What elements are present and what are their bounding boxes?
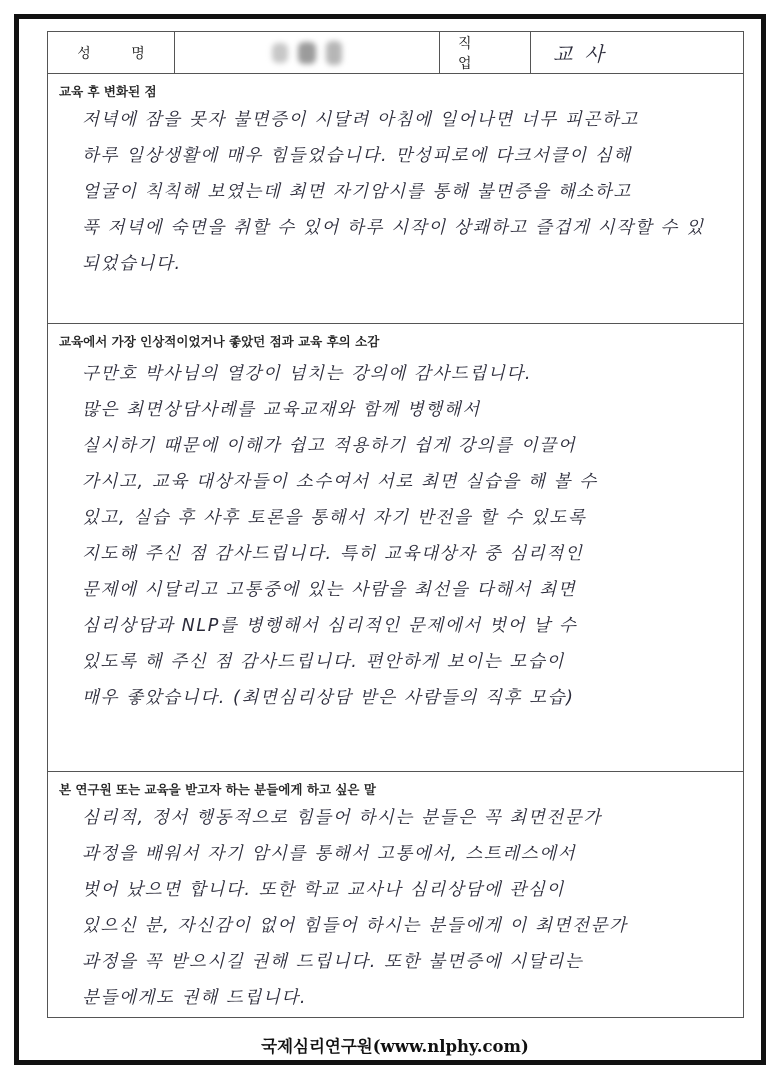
redacted-name-blur	[272, 41, 342, 65]
answer-line: 얼굴이 칙칙해 보였는데 최면 자기암시를 통해 불면증을 해소하고	[82, 182, 632, 202]
answer-line: 분들에게도 권해 드립니다.	[82, 988, 308, 1008]
answer-line: 문제에 시달리고 고통중에 있는 사람을 최선을 다해서 최면	[82, 580, 577, 600]
answer-line: 심리적, 정서 행동적으로 힘들어 하시는 분들은 꼭 최면전문가	[82, 808, 602, 828]
handwritten-answer	[48, 352, 743, 716]
section-title: 교육 후 변화된 점	[59, 84, 157, 99]
name-label: 성 명	[48, 32, 175, 73]
answer-line: 과정을 배워서 자기 암시를 통해서 고통에서, 스트레스에서	[82, 844, 577, 864]
section-changes-after-education	[48, 74, 743, 324]
answer-line: 저녁에 잠을 못자 불면증이 시달려 아침에 일어나면 너무 피곤하고	[82, 110, 639, 130]
answer-line: 벗어 났으면 합니다. 또한 학교 교사나 심리상담에 관심이	[82, 880, 565, 900]
section-message-to-others	[48, 772, 743, 1017]
answer-line: 과정을 꼭 받으시길 권해 드립니다. 또한 불면증에 시달리는	[82, 952, 584, 972]
job-value-cell	[531, 32, 743, 73]
answer-line: 가시고, 교육 대상자들이 소수여서 서로 최면 실습을 해 볼 수	[82, 472, 598, 492]
job-value: 교사	[553, 42, 616, 66]
answer-line: 있으신 분, 자신감이 없어 힘들어 하시는 분들에게 이 최면전문가	[82, 916, 628, 936]
answer-line: 심리상담과 NLP를 병행해서 심리적인 문제에서 벗어 날 수	[82, 616, 578, 636]
answer-line: 매우 좋았습니다. (최면심리상담 받은 사람들의 직후 모습)	[82, 688, 575, 708]
answer-line: 있고, 실습 후 사후 토론을 통해서 자기 반전을 할 수 있도록	[82, 508, 587, 528]
header-row	[48, 32, 743, 74]
handwritten-answer	[48, 800, 743, 1016]
institute-footer: 국제심리연구원(www.nlphy.com)	[261, 1037, 529, 1056]
job-label: 직 업	[440, 32, 531, 73]
answer-line: 구만호 박사님의 열강이 넘치는 강의에 감사드립니다.	[82, 364, 533, 384]
answer-line: 푹 저녁에 숙면을 취할 수 있어 하루 시작이 상쾌하고 즐겁게 시작할 수 있	[82, 218, 705, 238]
answer-line: 많은 최면상담사례를 교육교재와 함께 병행해서	[82, 400, 481, 420]
answer-line: 지도해 주신 점 감사드립니다. 특히 교육대상자 중 심리적인	[82, 544, 584, 564]
answer-line: 있도록 해 주신 점 감사드립니다. 편안하게 보이는 모습이	[82, 652, 565, 672]
answer-line: 되었습니다.	[82, 254, 182, 274]
document-frame	[14, 14, 766, 1065]
name-value-redacted	[175, 32, 440, 73]
answer-line: 하루 일상생활에 매우 힘들었습니다. 만성피로에 다크서클이 심해	[82, 146, 632, 166]
section-title: 교육에서 가장 인상적이었거나 좋았던 점과 교육 후의 소감	[59, 334, 380, 349]
answer-line: 실시하기 때문에 이해가 쉽고 적용하기 쉽게 강의를 이끌어	[82, 436, 577, 456]
section-impressions	[48, 324, 743, 772]
section-title: 본 연구원 또는 교육을 받고자 하는 분들에게 하고 싶은 말	[59, 782, 376, 797]
testimonial-form	[47, 31, 744, 1018]
handwritten-answer	[48, 102, 743, 282]
